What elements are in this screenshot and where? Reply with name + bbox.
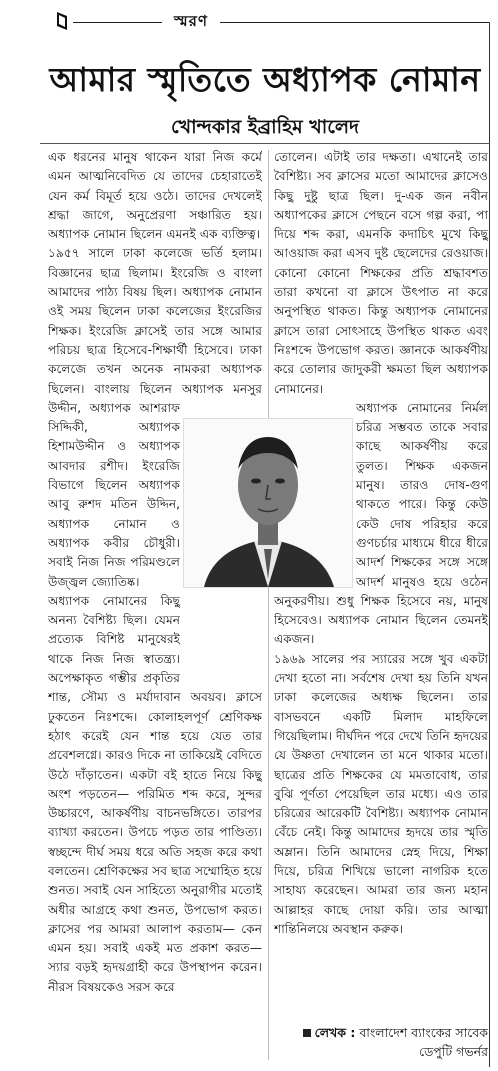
page-border bbox=[489, 22, 490, 1067]
article-paragraph: তোলেন। এটাই তার দক্ষতা। এখানেই তার বৈশিষ্ট্য। সব ক্লাসের মতো আমাদের ক্লাসেও কিছু দুষ্টু ছাত্র ছিল। দু-এক জন নবীন অধ্যাপকের ক্লাসে পেছনে বসে গল্প করা, পা দিয়ে শব্দ করা, এমনকি কদাচিৎ মুখে কিছু আওয়াজ করা এসব দুষ্ট ছেলেদের রেওয়াজ। কোনো কোনো শিক্ষকের প্রতি শ্রদ্ধাবশত তারা কখনো বা ক্লাসে উৎপাত না করে অনুপস্থিত থাকত। কিন্তু অধ্যাপক নোমানের ক্লাসে তারা সোৎসাহে উপস্থিত থাকত এবং নিঃশব্দে উপভোগ করত। জ্ঞানকে আকর্ষণীয় করে তোলার জাদুকরী ক্ষমতা ছিল অধ্যাপক নোমানের। bbox=[274, 150, 488, 396]
article-paragraph: অধ্যাপক নোমানের নির্মল চরিত্র সম্ভবত তাকে সবার কাছে আকর্ষণীয় করে তুলত। শিক্ষক একজন মানুষ। তারও দোষ-গুণ থাকতে পারে। কিন্তু কেউ কেউ দোষ পরিহার করে গুণচর্চার মাধ্যমে ধীরে ধীরে আদর্শ শিক্ষকের সঙ্গে সঙ্গে আদর্শ মানুষও হয়ে ওঠেন অনুকরণীয়। শুধু শিক্ষক হিসেবে নয়, মানুষ হিসেবেও। অধ্যাপক নোমান ছিলেন তেমনই একজন। bbox=[274, 400, 488, 647]
bullet-square-icon bbox=[303, 1029, 311, 1037]
section-header bbox=[0, 0, 498, 42]
author-note-text: বাংলাদেশ ব্যাংকের সাবেক ডেপুটি গভর্নর bbox=[359, 1025, 488, 1059]
quill-icon bbox=[55, 10, 69, 32]
portrait-photo bbox=[183, 418, 353, 588]
page-title: আমার স্মৃতিতে অধ্যাপক নোমান bbox=[49, 60, 481, 99]
article-paragraph: ১৯৫৭ সালে ঢাকা কলেজে ভর্তি হলাম। বিজ্ঞানের ছাত্র ছিলাম। ইংরেজি ও বাংলা আমাদের পাঠ্য বিষয় ছিল। অধ্যাপক নোমান ওই সময় ছিলেন ঢাকা কলেজের ইংরেজির শিক্ষক। ইংরেজি ক্লাসেই তার সঙ্গে আমার পরিচয় ছাত্র হিসেবে-শিক্ষার্থী হিসেবে। ঢাকা কলেজে তখন অনেক নামকরা অধ্যাপক ছিলেন। বাংলায় ছিলেন অধ্যাপক মনসুর উদ্দীন, অধ্যাপক আশরাফ সিদ্দিকী, অধ্যাপক হিশামউদ্দীন ও অধ্যাপক আবদার রশীদ। ইংরেজি বিভাগে ছিলেন অধ্যাপক আবু রুশদ মতিন উদ্দিন, অধ্যাপক নোমান ও অধ্যাপক কবীর চৌধুরী। সবাই নিজ নিজ পরিমণ্ডলে উজ্জ্বল জ্যোতিষ্ক। bbox=[48, 246, 262, 589]
article-paragraph: এক ধরনের মানুষ থাকেন যারা নিজ কর্মে এমন আত্মনিবেদিত যে তাদের চেহারাতেই যেন কর্ম বিমূর্ত হয়ে ওঠে। তাদের দেখলেই শ্রদ্ধা জাগে, অনুপ্রেরণা সঞ্চারিত হয়। অধ্যাপক নোমান ছিলেন এমনই এক ব্যক্তিত্ব। bbox=[48, 150, 262, 242]
column-divider bbox=[268, 150, 269, 1060]
article-column-left bbox=[48, 148, 262, 1064]
author-note bbox=[298, 1023, 488, 1061]
author-note-label: লেখক : bbox=[314, 1025, 356, 1040]
byline-divider bbox=[40, 143, 490, 144]
section-label: স্মরণ bbox=[162, 10, 220, 35]
article-column-right bbox=[274, 148, 488, 1028]
article-paragraph: অধ্যাপক নোমানের কিছু অনন্য বৈশিষ্ট্য ছিল। যেমন প্রত্যেক বিশিষ্ট মানুষেরই থাকে নিজ নিজ স্বাতন্ত্র্য। অপেক্ষাকৃত গম্ভীর প্রকৃতির শান্ত, সৌম্য ও মর্যাদাবান অবয়ব। ক্লাসে ঢুকতেন নিঃশব্দে। কোলাহলপূর্ণ শ্রেণিকক্ষ হঠাৎ করেই যেন শান্ত হয়ে যেত তার প্রবেশলগ্নে। কারও দিকে না তাকিয়েই বেদিতে উঠে দাঁড়াতেন। একটা বই হাতে নিয়ে কিছু অংশ পড়তেন— পরিমিত শব্দ করে, সুন্দর উচ্চারণে, আকর্ষণীয় বাচনভঙ্গিতে। তারপর ব্যাখ্যা করতেন। উপচে পড়ত তার পাণ্ডিত্য। স্বচ্ছন্দে দীর্ঘ সময় ধরে অতি সহজ করে কথা বলতেন। শ্রেণিকক্ষের সব ছাত্র সম্মোহিত হয়ে শুনত। সবাই যেন সাহিত্যে অনুরাগীর মতোই অধীর আগ্রহে কথা শুনত, উপভোগ করত। ক্লাসের পর আমরা আলাপ করতাম— কেন এমন হয়। সবাই একই মত প্রকাশ করত— স্যার বড়ই হৃদয়গ্রাহী করে উপস্থাপন করেন। নীরস বিষয়কেও সরস করে bbox=[48, 593, 262, 994]
header-rule bbox=[73, 22, 490, 23]
byline: খোন্দকার ইব্রাহিম খালেদ bbox=[170, 116, 360, 138]
article-paragraph: ১৯৬৯ সালের পর স্যারের সঙ্গে খুব একটা দেখা হতো না। সর্বশেষ দেখা হয় তিনি যখন ঢাকা কলেজের অধ্যক্ষ ছিলেন। তার বাসভবনে একটি মিলাদ মাহফিলে গিয়েছিলাম। দীর্ঘদিন পরে দেখে তিনি হৃদয়ের যে উষ্ণতা দেখালেন তা মনে থাকার মতো। ছাত্রের প্রতি শিক্ষকের যে মমতাবোধ, তার বুঝি পূর্ণতা পেয়েছিল তার মধ্যে। এও তার চরিত্রের আরেকটি বৈশিষ্ট্য। অধ্যাপক নোমান বেঁচে নেই। কিন্তু আমাদের হৃদয়ে তার স্মৃতি অম্লান। তিনি আমাদের স্নেহ দিয়ে, শিক্ষা দিয়ে, চরিত্র শিখিয়ে ভালো নাগরিক হতে সাহায্য করেছেন। আমরা তার জন্য মহান আল্লাহর কাছে দোয়া করি। তার আত্মা শান্তিনিলয়ে অবস্থান করুক। bbox=[274, 651, 488, 936]
